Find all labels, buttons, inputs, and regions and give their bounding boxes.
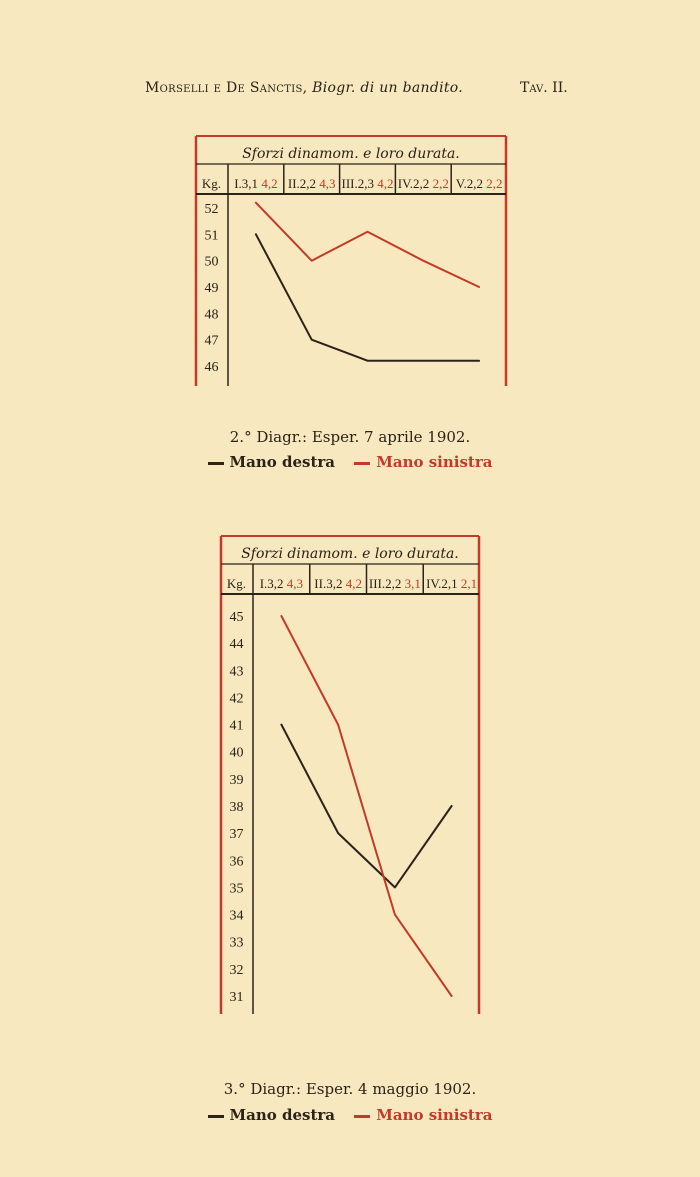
legend-item-red [354, 453, 492, 471]
y-tick-label: 46 [204, 360, 219, 375]
y-axis-label: Kg. [226, 576, 247, 591]
y-tick-label: 44 [229, 637, 244, 653]
column-header-black: IV.2,1 [426, 576, 461, 591]
header-subtitle: Biogr. di un bandito. [312, 80, 464, 96]
chart-title: Sforzi dinamom. e loro durata. [241, 546, 459, 562]
y-tick-label: 34 [229, 908, 244, 924]
column-header-black: II.2,2 [287, 176, 320, 191]
diagram-2-legend [0, 453, 700, 471]
legend-item-red [354, 1106, 492, 1124]
column-header-2 [288, 176, 336, 191]
y-tick-label: 49 [204, 281, 219, 296]
y-tick-label: 42 [229, 691, 244, 707]
diagram-3-caption: 3.° Diagr.: Esper. 4 maggio 1902. [223, 1080, 477, 1098]
running-title [145, 80, 463, 96]
legend-swatch-red [354, 462, 370, 465]
plate-number: Tav. II. [520, 80, 568, 96]
column-header-red: 3,1 [404, 576, 421, 591]
y-tick-label: 50 [204, 254, 219, 270]
y-tick-label: 33 [229, 935, 244, 951]
chart-title: Sforzi dinamom. e loro durata. [242, 146, 460, 162]
column-header-black: II.3,2 [314, 576, 346, 591]
diagram-2-caption: 2.° Diagr.: Esper. 7 aprile 1902. [229, 428, 471, 446]
diagram-2 [195, 136, 507, 386]
diagram-2-svg [195, 136, 507, 386]
y-tick-label: 48 [204, 307, 219, 323]
y-tick-label: 40 [229, 745, 244, 761]
y-tick-label: 32 [229, 962, 244, 978]
y-tick-label: 31 [229, 990, 244, 1005]
column-header-3 [342, 176, 394, 191]
legend-label-black: Mano destra [229, 1106, 336, 1124]
column-header-black: V.2,2 [455, 176, 487, 191]
column-header-black: I.3,2 [259, 576, 287, 591]
legend-swatch-black [208, 462, 224, 465]
y-axis-label: Kg. [201, 176, 222, 191]
y-tick-label: 45 [229, 610, 244, 625]
series-line-black [256, 234, 479, 360]
y-tick-label: 41 [229, 718, 244, 734]
diagram-3-svg [220, 536, 480, 1014]
y-tick-label: 35 [229, 881, 244, 897]
series-line-red [281, 616, 451, 996]
diagram-3 [220, 536, 480, 1014]
column-header-black: III.2,3 [341, 176, 378, 191]
legend-swatch-red [354, 1115, 370, 1118]
column-header-2 [314, 576, 362, 591]
column-header-4 [398, 176, 449, 191]
column-header-red: 4,2 [377, 176, 394, 191]
column-header-5 [456, 176, 503, 191]
legend-swatch-black [208, 1115, 224, 1118]
column-header-black: IV.2,2 [397, 176, 433, 191]
y-tick-label: 43 [229, 664, 244, 680]
legend-label-red: Mano sinistra [376, 1106, 493, 1124]
column-header-red: 4,3 [286, 576, 304, 591]
y-tick-label: 51 [204, 228, 219, 244]
y-tick-label: 52 [204, 202, 219, 217]
column-header-red: 4,2 [261, 176, 278, 191]
legend-label-black: Mano destra [229, 453, 336, 471]
column-header-red: 4,2 [345, 576, 362, 591]
y-tick-label: 36 [229, 854, 244, 870]
column-header-1 [234, 176, 277, 191]
column-header-red: 2,1 [460, 576, 478, 591]
column-header-4 [426, 576, 477, 591]
column-header-red: 2,2 [486, 176, 503, 191]
column-header-1 [260, 576, 303, 591]
column-header-red: 2,2 [432, 176, 449, 191]
header-authors: Morselli e De Sanctis, [145, 80, 308, 96]
legend-label-red: Mano sinistra [376, 453, 493, 471]
y-tick-label: 47 [204, 333, 219, 349]
column-header-black: I.3,1 [234, 176, 262, 191]
column-header-red: 4,3 [319, 176, 336, 191]
y-tick-label: 39 [229, 772, 244, 788]
y-tick-label: 37 [229, 827, 244, 843]
legend-item-black [208, 453, 335, 471]
series-line-red [256, 203, 479, 287]
y-tick-label: 38 [229, 800, 244, 815]
page-header [0, 80, 700, 100]
legend-item-black [208, 1106, 335, 1124]
column-header-3 [369, 576, 421, 591]
column-header-black: III.2,2 [368, 576, 405, 591]
diagram-3-legend [0, 1106, 700, 1124]
series-line-black [281, 725, 451, 888]
